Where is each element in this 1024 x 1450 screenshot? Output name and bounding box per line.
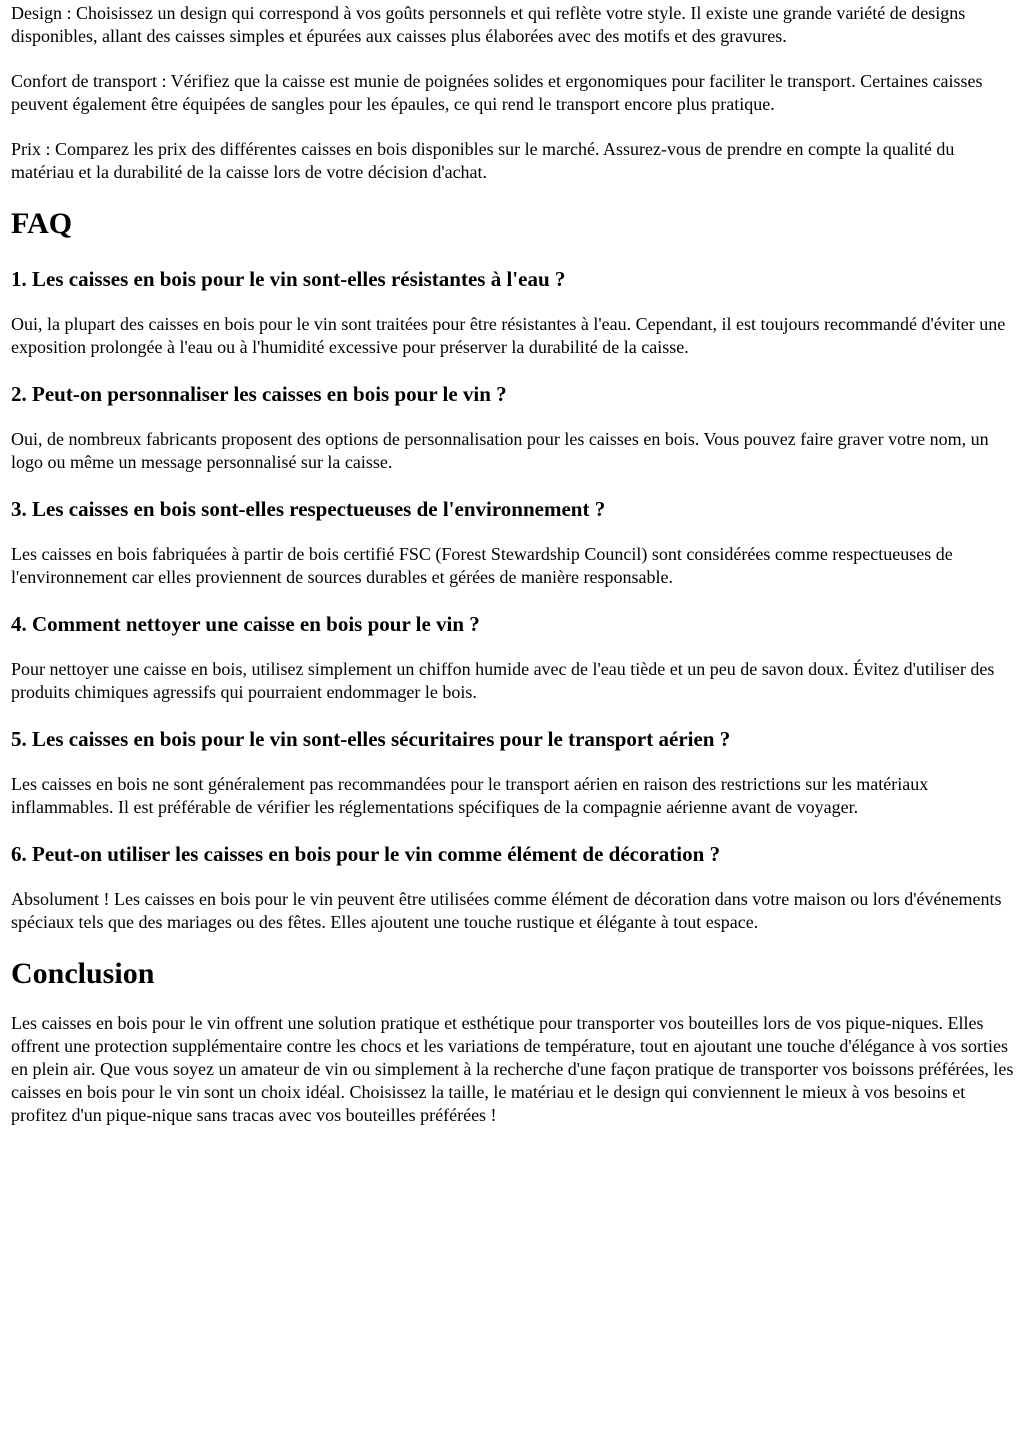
faq-question: 6. Peut-on utiliser les caisses en bois pour le vin comme élément de décoration ?	[11, 842, 721, 866]
conclusion-heading: Conclusion	[11, 957, 155, 990]
faq-item	[11, 841, 1014, 934]
intro-paragraph-price: Prix : Comparez les prix des différentes caisses en bois disponibles sur le marché. Assurez-vous de prendre en compte la qualité du matériau et la durabilité de la caisse lors de votre décision d'achat.	[11, 139, 955, 182]
intro-paragraph-design: Design : Choisissez un design qui correspond à vos goûts personnels et qui reflète votre style. Il existe une grande variété de designs disponibles, allant des caisses simples et épurées aux caisses plus élaborées avec des motifs et des gravures.	[11, 3, 966, 46]
faq-list	[11, 266, 1014, 934]
intro-paragraph-transport: Confort de transport : Vérifiez que la caisse est munie de poignées solides et ergonomiques pour faciliter le transport. Certaines caisses peuvent également être équipées de sangles pour les épaules, ce qui rend le transport encore plus pratique.	[11, 71, 983, 114]
document-page	[0, 2, 1024, 1127]
faq-answer: Absolument ! Les caisses en bois pour le vin peuvent être utilisées comme élément de décoration dans votre maison ou lors d'événements spéciaux tels que des mariages ou des fêtes. Elles ajoutent une touche rustique et élégante à tout espace.	[11, 889, 1002, 932]
faq-item	[11, 611, 1014, 704]
faq-item	[11, 266, 1014, 359]
faq-question: 4. Comment nettoyer une caisse en bois pour le vin ?	[11, 612, 480, 636]
faq-question: 3. Les caisses en bois sont-elles respectueuses de l'environnement ?	[11, 497, 606, 521]
faq-question: 1. Les caisses en bois pour le vin sont-elles résistantes à l'eau ?	[11, 267, 566, 291]
faq-question: 5. Les caisses en bois pour le vin sont-elles sécuritaires pour le transport aérien ?	[11, 727, 731, 751]
faq-answer: Oui, de nombreux fabricants proposent des options de personnalisation pour les caisses en bois. Vous pouvez faire graver votre nom, un logo ou même un message personnalisé sur la caisse.	[11, 429, 989, 472]
faq-answer: Les caisses en bois fabriquées à partir de bois certifié FSC (Forest Stewardship Council) sont considérées comme respectueuses de l'environnement car elles proviennent de sources durables et gérées de manière responsable.	[11, 544, 953, 587]
faq-question: 2. Peut-on personnaliser les caisses en bois pour le vin ?	[11, 382, 507, 406]
faq-item	[11, 381, 1014, 474]
faq-item	[11, 496, 1014, 589]
faq-item	[11, 726, 1014, 819]
faq-answer: Les caisses en bois ne sont généralement pas recommandées pour le transport aérien en raison des restrictions sur les matériaux inflammables. Il est préférable de vérifier les réglementations spécifiques de la compagnie aérienne avant de voyager.	[11, 774, 929, 817]
faq-answer: Oui, la plupart des caisses en bois pour le vin sont traitées pour être résistantes à l'eau. Cependant, il est toujours recommandé d'éviter une exposition prolongée à l'eau ou à l'humidité excessive pour préserver la durabilité de la caisse.	[11, 314, 1006, 357]
faq-heading: FAQ	[11, 207, 73, 240]
faq-answer: Pour nettoyer une caisse en bois, utilisez simplement un chiffon humide avec de l'eau tiède et un peu de savon doux. Évitez d'utiliser des produits chimiques agressifs qui pourraient endommager le bois.	[11, 659, 995, 702]
conclusion-paragraph: Les caisses en bois pour le vin offrent une solution pratique et esthétique pour transporter vos bouteilles lors de vos pique-niques. Elles offrent une protection supplémentaire contre les chocs et les variations de température, tout en ajoutant une touche d'élégance à vos sorties en plein air. Que vous soyez un amateur de vin ou simplement à la recherche d'une façon pratique de transporter vos boissons préférées, les caisses en bois pour le vin sont un choix idéal. Choisissez la taille, le matériau et le design qui conviennent le mieux à vos besoins et profitez d'un pique-nique sans tracas avec vos bouteilles préférées !	[11, 1013, 1014, 1125]
